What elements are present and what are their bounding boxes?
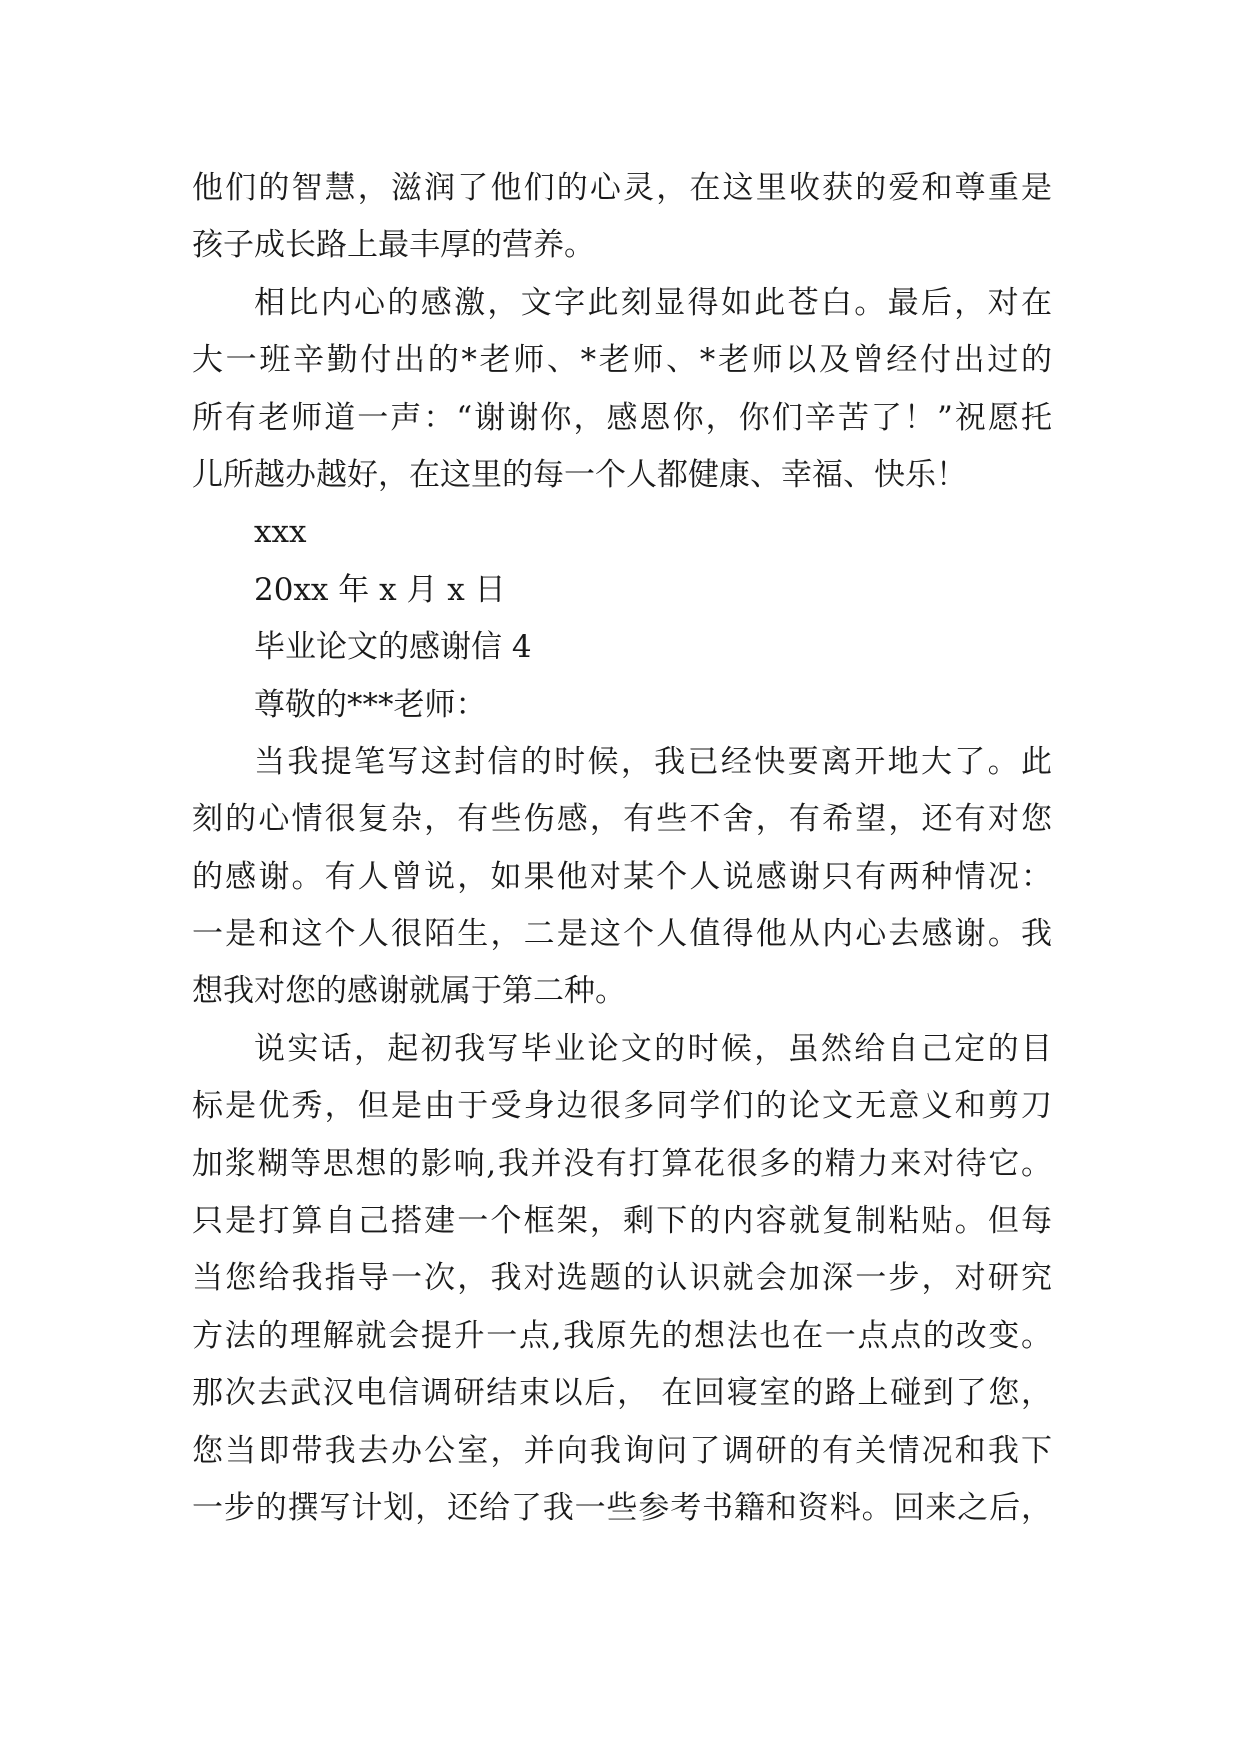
text-line: 所有老师道一声：“谢谢你，感恩你，你们辛苦了！”祝愿托 <box>192 399 1052 436</box>
text-line: 当您给我指导一次，我对选题的认识就会加深一步，对研究 <box>192 1260 1052 1297</box>
paragraph-letter-2 <box>192 1021 1052 1538</box>
text-line: 想我对您的感谢就属于第二种。 <box>192 973 626 1010</box>
text-line: 那次去武汉电信调研结束以后， 在回寝室的路上碰到了您， <box>192 1375 1052 1412</box>
paragraph-thanks-closing <box>192 275 1052 505</box>
text-line: 孩子成长路上最丰厚的营养。 <box>192 227 595 264</box>
text-line: 他们的智慧，滋润了他们的心灵，在这里收获的爱和尊重是 <box>192 170 1052 206</box>
text-line: 当我提笔写这封信的时候，我已经快要离开地大了。此 <box>254 743 1052 780</box>
text-line: 儿所越办越好，在这里的每一个人都健康、幸福、快乐！ <box>192 456 967 493</box>
text-line: 说实话，起初我写毕业论文的时候，虽然给自己定的目 <box>254 1030 1052 1067</box>
section-heading <box>192 619 1052 676</box>
text-line: 标是优秀，但是由于受身边很多同学们的论文无意义和剪刀 <box>192 1088 1052 1125</box>
paragraph-continuation <box>192 160 1052 275</box>
signature <box>192 504 1052 561</box>
document-page <box>192 160 1052 1537</box>
paragraph-letter-1 <box>192 734 1052 1021</box>
text-line: 一步的撰写计划，还给了我一些参考书籍和资料。回来之后， <box>192 1489 1052 1526</box>
signature-name: xxx <box>254 514 307 551</box>
text-line: 只是打算自己搭建一个框架，剩下的内容就复制粘贴。但每 <box>192 1203 1052 1240</box>
text-line: 刻的心情很复杂，有些伤感，有些不舍，有希望，还有对您 <box>192 801 1052 838</box>
text-line: 加浆糊等思想的影响,我并没有打算花很多的精力来对待它。 <box>192 1145 1052 1182</box>
date <box>192 562 1052 619</box>
text-line: 您当即带我去办公室，并向我询问了调研的有关情况和我下 <box>192 1432 1052 1469</box>
text-line: 一是和这个人很陌生，二是这个人值得他从内心去感谢。我 <box>192 916 1052 953</box>
text-line: 方法的理解就会提升一点,我原先的想法也在一点点的改变。 <box>192 1317 1052 1354</box>
date-line: 20xx 年 x 月 x 日 <box>254 571 506 608</box>
salutation-text: 尊敬的***老师： <box>254 686 487 723</box>
salutation <box>192 677 1052 734</box>
heading-text: 毕业论文的感谢信 4 <box>254 629 532 666</box>
text-line: 大一班辛勤付出的*老师、*老师、*老师以及曾经付出过的 <box>192 342 1052 379</box>
text-line: 的感谢。有人曾说，如果他对某个人说感谢只有两种情况： <box>192 858 1052 895</box>
text-line: 相比内心的感激，文字此刻显得如此苍白。最后，对在 <box>254 284 1052 321</box>
